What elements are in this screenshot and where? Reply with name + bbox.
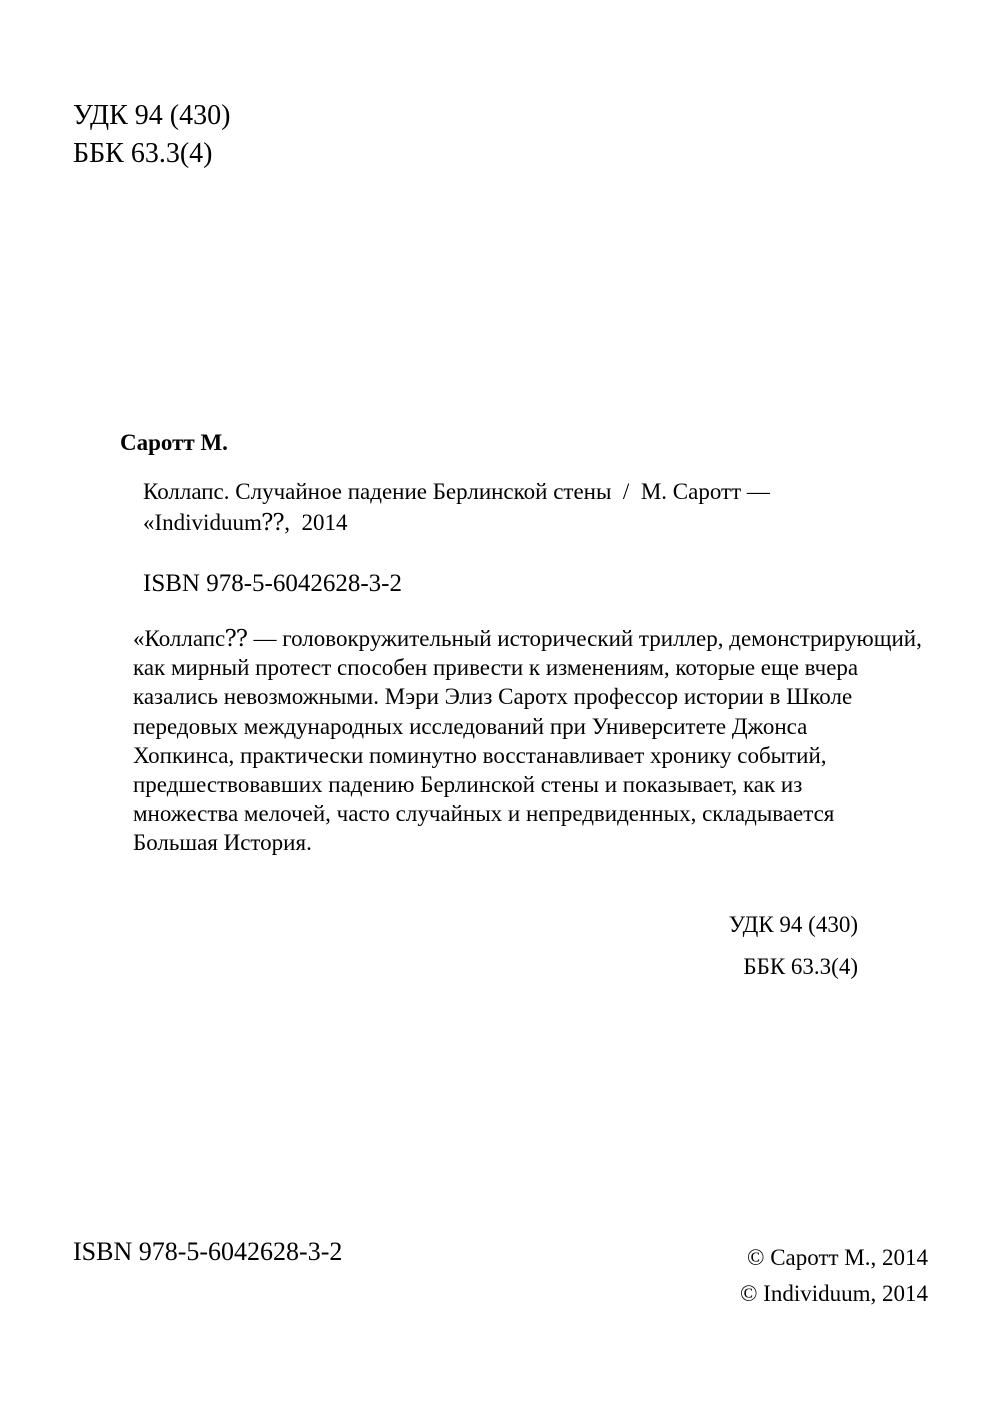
annotation-line: Хопкинса, практически поминутно восстанавливает хронику событий,	[133, 742, 827, 768]
annotation-line: множества мелочей, часто случайных и непредвиденных, складывается	[133, 801, 835, 827]
publisher-line: «Individuum⁇, 2014	[143, 510, 348, 535]
annotation-line: «Коллапс⁇ — головокружительный исторический триллер, демонстрирующий,	[133, 626, 922, 651]
annotation-line: передовых международных исследований при Университете Джонса	[133, 713, 808, 739]
copyright-block	[740, 1240, 928, 1312]
annotation-line: как мирный протест способен привести к изменениям, которые еще вчера	[133, 655, 859, 681]
annotation-line: казались невозможными. Мэри Элиз Саротх профессор истории в Школе	[133, 684, 853, 710]
annotation-paragraph	[133, 624, 953, 858]
copyright-publisher: © Individuum, 2014	[739, 1281, 928, 1306]
title-line: Коллапс. Случайное падение Берлинской стены / М. Саротт —	[143, 479, 770, 504]
copyright-author: © Саротт М., 2014	[746, 1245, 928, 1270]
annotation-line: предшествовавших падению Берлинской стены и показывает, как из	[133, 772, 803, 798]
author-heading: Саротт М.	[120, 430, 228, 455]
annotation-line: Большая История.	[133, 830, 312, 856]
bbk-code: ББК 63.3(4)	[73, 138, 213, 169]
right-classification-codes	[729, 904, 858, 988]
bbk-code-right: ББК 63.3(4)	[743, 954, 858, 979]
isbn-bibliographic: ISBN 978-5-6042628-3-2	[143, 570, 403, 597]
top-classification-codes	[73, 97, 230, 173]
isbn-footer: ISBN 978-5-6042628-3-2	[73, 1237, 343, 1266]
udk-code: УДК 94 (430)	[73, 100, 231, 131]
udk-code-right: УДК 94 (430)	[728, 912, 858, 937]
